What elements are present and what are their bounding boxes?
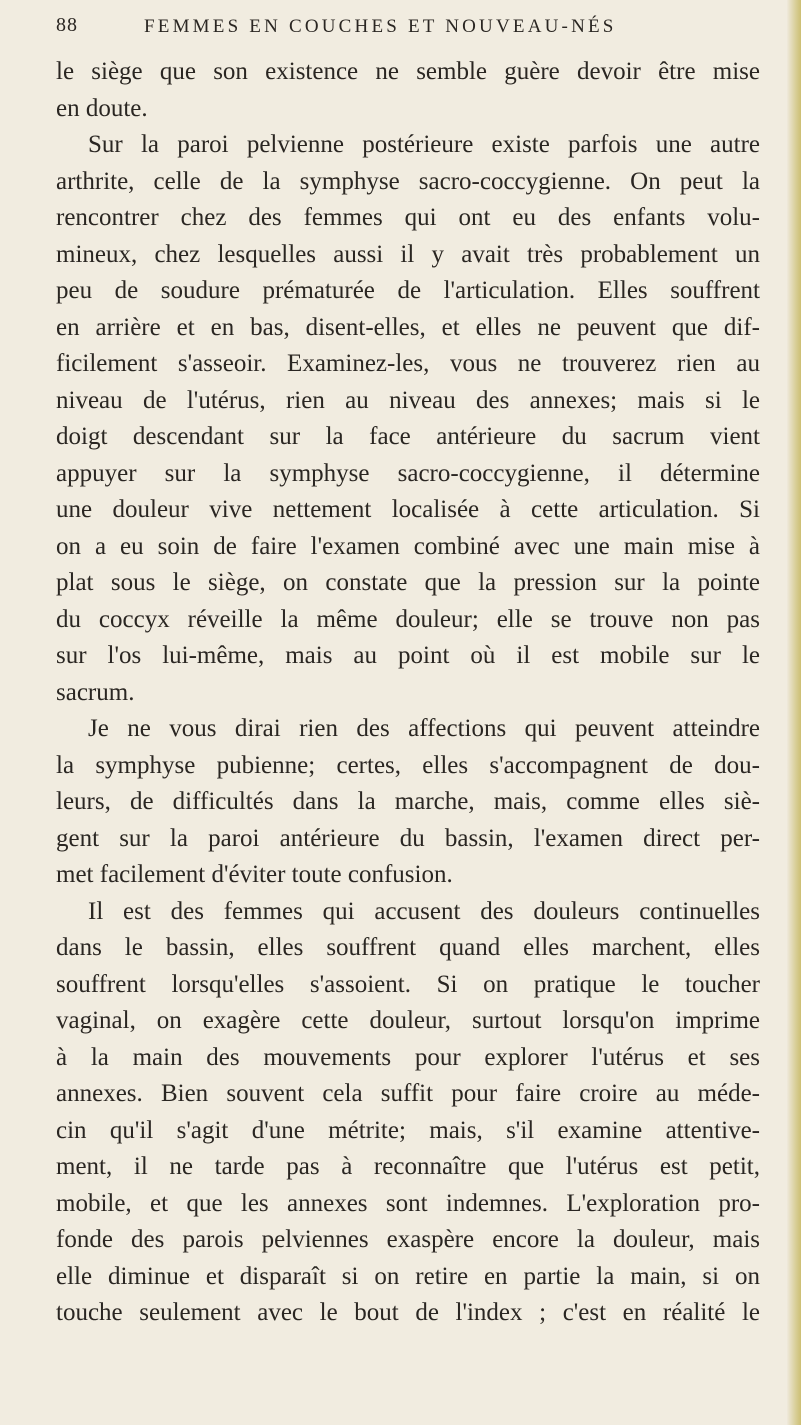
text-line: appuyer sur la symphyse sacro-coccygienne, il détermine bbox=[56, 459, 760, 487]
running-head: FEMMES EN COUCHES ET NOUVEAU-NÉS bbox=[144, 16, 617, 37]
text-line: met facilement d'éviter toute confusion. bbox=[56, 861, 453, 888]
text-line: une douleur vive nettement localisée à cette articulation. Si bbox=[56, 496, 760, 523]
text-line: en arrière et en bas, disent-elles, et elles ne peuvent que dif- bbox=[56, 313, 760, 341]
text-line: touche seulement avec le bout de l'index ; c'est en réalité le bbox=[56, 1299, 760, 1326]
text-line: mobile, et que les annexes sont indemnes. L'exploration pro- bbox=[56, 1189, 760, 1217]
text-line: sur l'os lui-même, mais au point où il est mobile sur le bbox=[56, 642, 760, 669]
text-line: vaginal, on exagère cette douleur, surtout lorsqu'on imprime bbox=[56, 1007, 760, 1034]
text-line: gent sur la paroi antérieure du bassin, l'examen direct per- bbox=[56, 824, 760, 852]
text-line: arthrite, celle de la symphyse sacro-coccygienne. On peut la bbox=[56, 167, 760, 195]
text-line: ficilement s'asseoir. Examinez-les, vous ne trouverez rien au bbox=[56, 350, 760, 377]
text-line: fonde des parois pelviennes exaspère encore la douleur, mais bbox=[56, 1226, 760, 1253]
page-header bbox=[56, 14, 756, 44]
body-text bbox=[56, 54, 760, 1332]
text-line: elle diminue et disparaît si on retire en partie la main, si on bbox=[56, 1262, 760, 1290]
text-line: la symphyse pubienne; certes, elles s'accompagnent de dou- bbox=[56, 751, 760, 779]
text-line: souffrent lorsqu'elles s'assoient. Si on pratique le toucher bbox=[56, 970, 760, 998]
text-line: leurs, de difficultés dans la marche, mais, comme elles siè- bbox=[56, 788, 760, 815]
text-line: Je ne vous dirai rien des affections qui peuvent atteindre bbox=[88, 715, 760, 742]
text-line: Il est des femmes qui accusent des douleurs continuelles bbox=[88, 897, 760, 925]
text-line: doigt descendant sur la face antérieure du sacrum vient bbox=[56, 423, 760, 450]
text-line: mineux, chez lesquelles aussi il y avait très probablement un bbox=[56, 240, 760, 268]
text-line: en doute. bbox=[56, 94, 148, 122]
text-line: peu de soudure prématurée de l'articulation. Elles souffrent bbox=[56, 277, 760, 304]
text-line: rencontrer chez des femmes qui ont eu des enfants volu- bbox=[56, 204, 760, 231]
text-line: annexes. Bien souvent cela suffit pour faire croire au méde- bbox=[56, 1080, 760, 1107]
text-line: on a eu soin de faire l'examen combiné avec une main mise à bbox=[56, 532, 760, 560]
text-line: le siège que son existence ne semble guère devoir être mise bbox=[56, 58, 760, 85]
text-line: à la main des mouvements pour explorer l'utérus et ses bbox=[56, 1043, 760, 1071]
text-line: cin qu'il s'agit d'une métrite; mais, s'il examine attentive- bbox=[56, 1116, 760, 1144]
text-line: niveau de l'utérus, rien au niveau des annexes; mais si le bbox=[56, 386, 760, 414]
text-line: sacrum. bbox=[56, 678, 135, 706]
text-line: Sur la paroi pelvienne postérieure existe parfois une autre bbox=[88, 131, 760, 158]
page-number: 88 bbox=[56, 14, 78, 36]
text-line: ment, il ne tarde pas à reconnaître que l'utérus est petit, bbox=[56, 1153, 760, 1180]
text-line: dans le bassin, elles souffrent quand elles marchent, elles bbox=[56, 934, 760, 961]
text-line: plat sous le siège, on constate que la pression sur la pointe bbox=[56, 569, 760, 596]
page-edge bbox=[787, 0, 801, 1425]
text-line: du coccyx réveille la même douleur; elle se trouve non pas bbox=[56, 605, 760, 633]
